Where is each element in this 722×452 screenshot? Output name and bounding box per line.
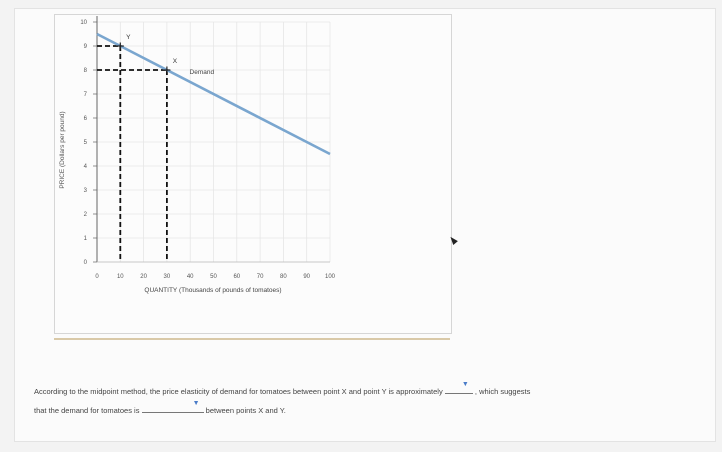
divider (54, 338, 450, 340)
x-tick-label: 20 (140, 274, 147, 280)
y-tick-label: 9 (83, 44, 87, 50)
x-tick-label: 80 (280, 274, 287, 280)
y-tick-label: 0 (83, 260, 87, 266)
x-tick-label: 60 (233, 274, 241, 280)
points (117, 34, 178, 74)
chevron-down-icon: ▼ (461, 381, 469, 388)
question-part1: According to the midpoint method, the price elasticity of demand for tomatoes between point X and point Y is approximately (34, 387, 443, 396)
point-label-y: Y (126, 34, 131, 41)
elasticity-type-dropdown[interactable] (142, 400, 204, 413)
y-tick-label: 8 (83, 68, 87, 74)
question-text (34, 382, 706, 420)
y-tick-label: 10 (80, 20, 87, 26)
y-tick-label: 5 (83, 140, 87, 146)
y-tick-label: 4 (83, 164, 87, 170)
ticks (80, 20, 335, 280)
x-tick-label: 0 (95, 274, 99, 280)
y-tick-label: 7 (83, 92, 87, 98)
x-tick-label: 100 (324, 274, 336, 280)
y-axis-label: PRICE (Dollars per pound) (59, 111, 66, 189)
series-label-demand: Demand (189, 69, 215, 76)
y-tick-label: 6 (83, 116, 87, 122)
y-tick-label: 2 (83, 212, 87, 218)
x-axis-label: QUANTITY (Thousands of pounds of tomatoes) (144, 287, 282, 294)
x-tick-label: 70 (256, 274, 264, 280)
x-tick-label: 10 (116, 274, 124, 280)
x-tick-label: 30 (163, 274, 171, 280)
grid (93, 16, 330, 262)
guide-lines (97, 46, 167, 262)
elasticity-dropdown[interactable] (445, 381, 473, 394)
question-part4: between points X and Y. (205, 406, 286, 415)
question-part2: , which suggests (474, 387, 531, 396)
chevron-down-icon: ▼ (192, 400, 200, 407)
y-tick-label: 1 (83, 236, 87, 242)
point-label-x: X (172, 58, 178, 65)
x-tick-label: 90 (303, 274, 311, 280)
y-tick-label: 3 (83, 188, 87, 194)
question-part3: that the demand for tomatoes is (34, 406, 140, 415)
x-tick-label: 40 (186, 274, 194, 280)
x-tick-label: 50 (210, 274, 217, 280)
